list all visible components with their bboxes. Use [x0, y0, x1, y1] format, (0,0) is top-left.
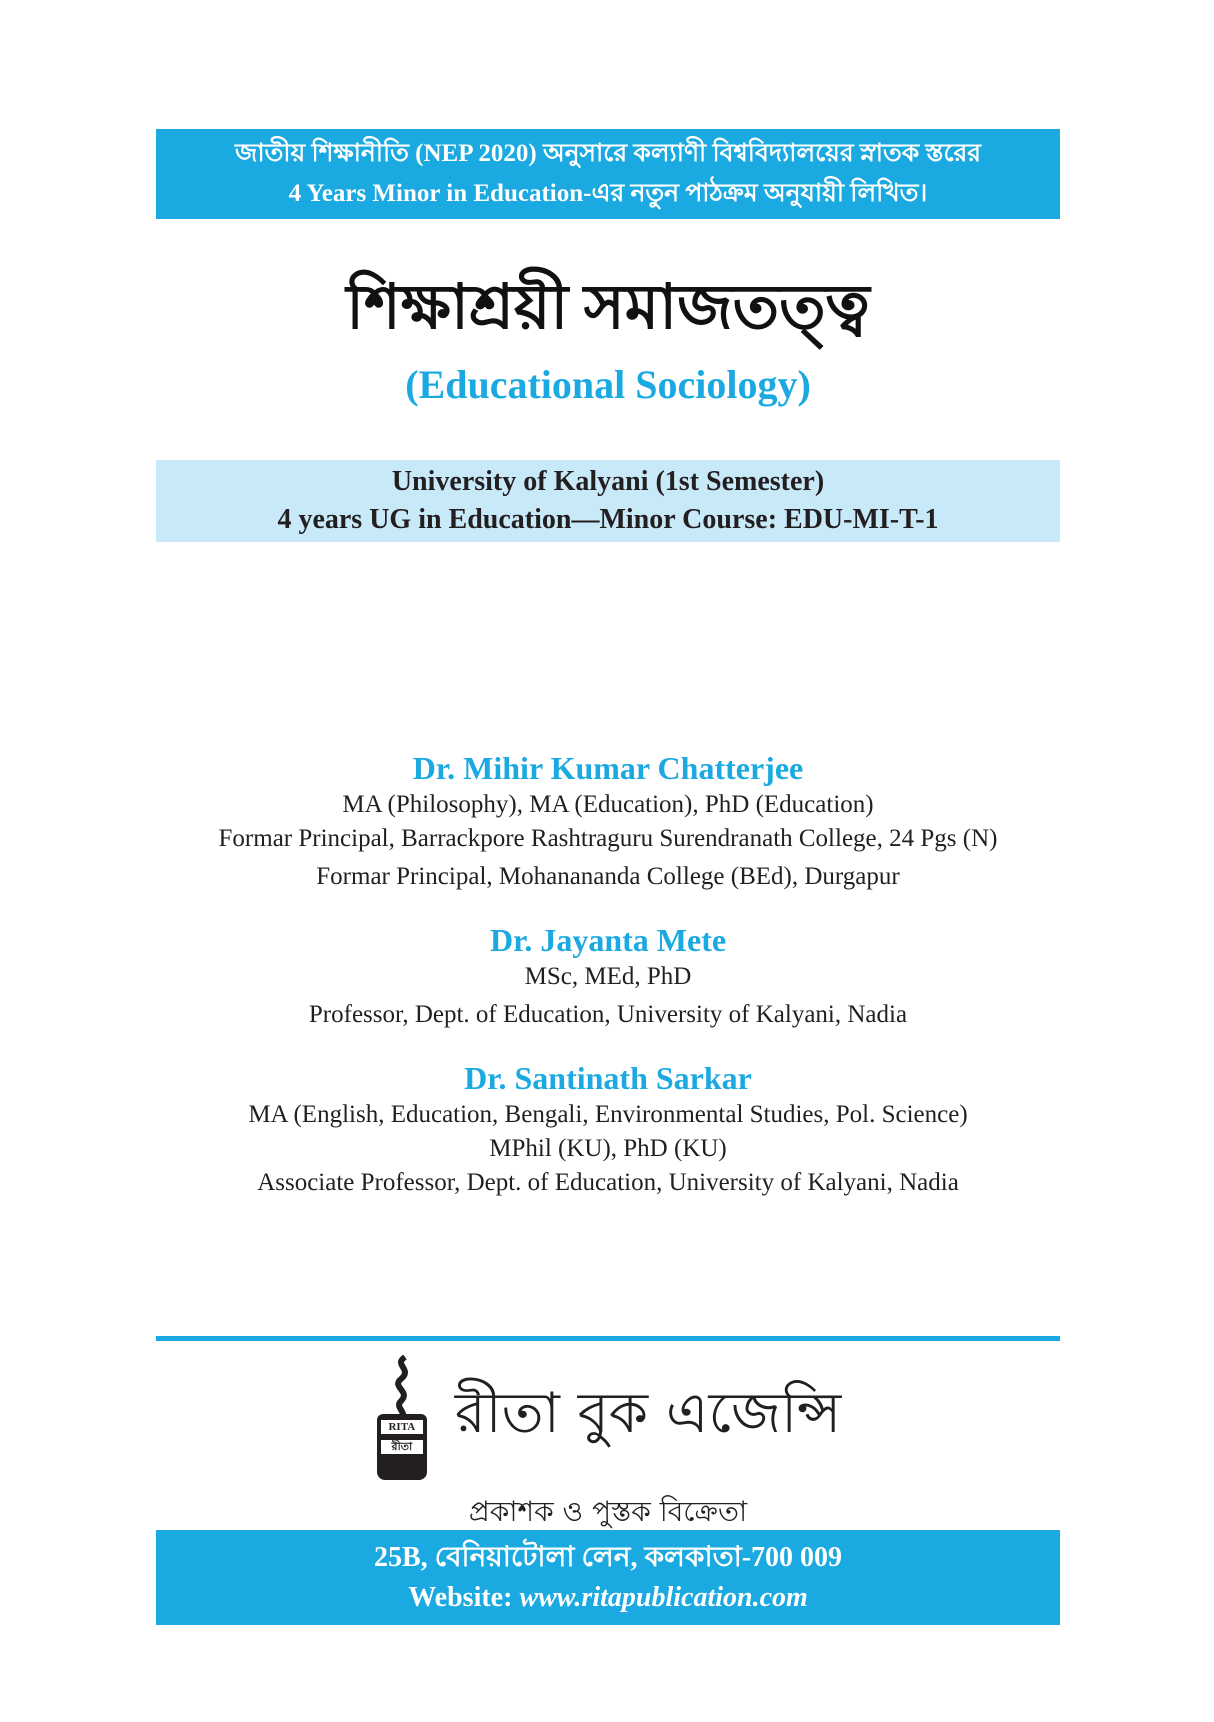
author-3 — [156, 1058, 1060, 1200]
address-box — [156, 1530, 1060, 1625]
publisher-tagline: প্রকাশক ও পুস্তক বিক্রেতা — [468, 1495, 748, 1528]
author-1 — [156, 748, 1060, 894]
course-line-1: University of Kalyani (1st Semester) — [391, 466, 825, 497]
author-detail: MA (Philosophy), MA (Education), PhD (Education) — [342, 791, 874, 818]
divider-line — [156, 1336, 1060, 1341]
banner-line-1: জাতীয় শিক্ষানীতি (NEP 2020) অনুসারে কল্যাণী বিশ্ববিদ্যালয়ের স্নাতক স্তরের — [234, 140, 982, 167]
banner-line-2: 4 Years Minor in Education-এর নতুন পাঠক্রম অনুযায়ী লিখিত। — [288, 180, 928, 207]
publisher-name: রীতা বুক এজেন্সি — [454, 1381, 842, 1446]
author-2 — [156, 920, 1060, 1032]
author-detail: Associate Professor, Dept. of Education, University of Kalyani, Nadia — [257, 1169, 959, 1196]
address: 25B, বেনিয়াটোলা লেন, কলকাতা-700 009 — [373, 1541, 843, 1573]
syllabus-banner — [156, 129, 1060, 219]
author-name: Dr. Mihir Kumar Chatterjee — [412, 750, 804, 786]
logo-text-en: RITA — [381, 1420, 423, 1434]
course-box — [156, 460, 1060, 542]
author-detail: Formar Principal, Barrackpore Rashtraguru Surendranath College, 24 Pgs (N) — [218, 825, 998, 852]
author-detail: Professor, Dept. of Education, University of Kalyani, Nadia — [308, 1001, 908, 1028]
book-subtitle: (Educational Sociology) — [405, 362, 811, 407]
publisher-logo — [156, 1352, 1060, 1482]
lamp-icon — [375, 1355, 431, 1480]
author-detail: Formar Principal, Mohanananda College (BEd), Durgapur — [316, 863, 900, 890]
author-detail: MA (English, Education, Bengali, Environmental Studies, Pol. Science) — [248, 1101, 968, 1128]
course-line-2: 4 years UG in Education—Minor Course: EDU-MI-T-1 — [277, 504, 939, 535]
author-detail: MSc, MEd, PhD — [524, 963, 692, 990]
website-link[interactable]: www.ritapublication.com — [519, 1581, 808, 1613]
author-name: Dr. Jayanta Mete — [489, 922, 727, 958]
website-label: Website: — [408, 1581, 513, 1613]
logo-text-bn: রীতা — [381, 1440, 423, 1454]
book-title: শিক্ষাশ্রয়ী সমাজতত্ত্ব — [346, 274, 870, 342]
author-detail: MPhil (KU), PhD (KU) — [489, 1135, 727, 1162]
author-name: Dr. Santinath Sarkar — [464, 1060, 752, 1096]
website-line — [156, 1578, 1060, 1618]
